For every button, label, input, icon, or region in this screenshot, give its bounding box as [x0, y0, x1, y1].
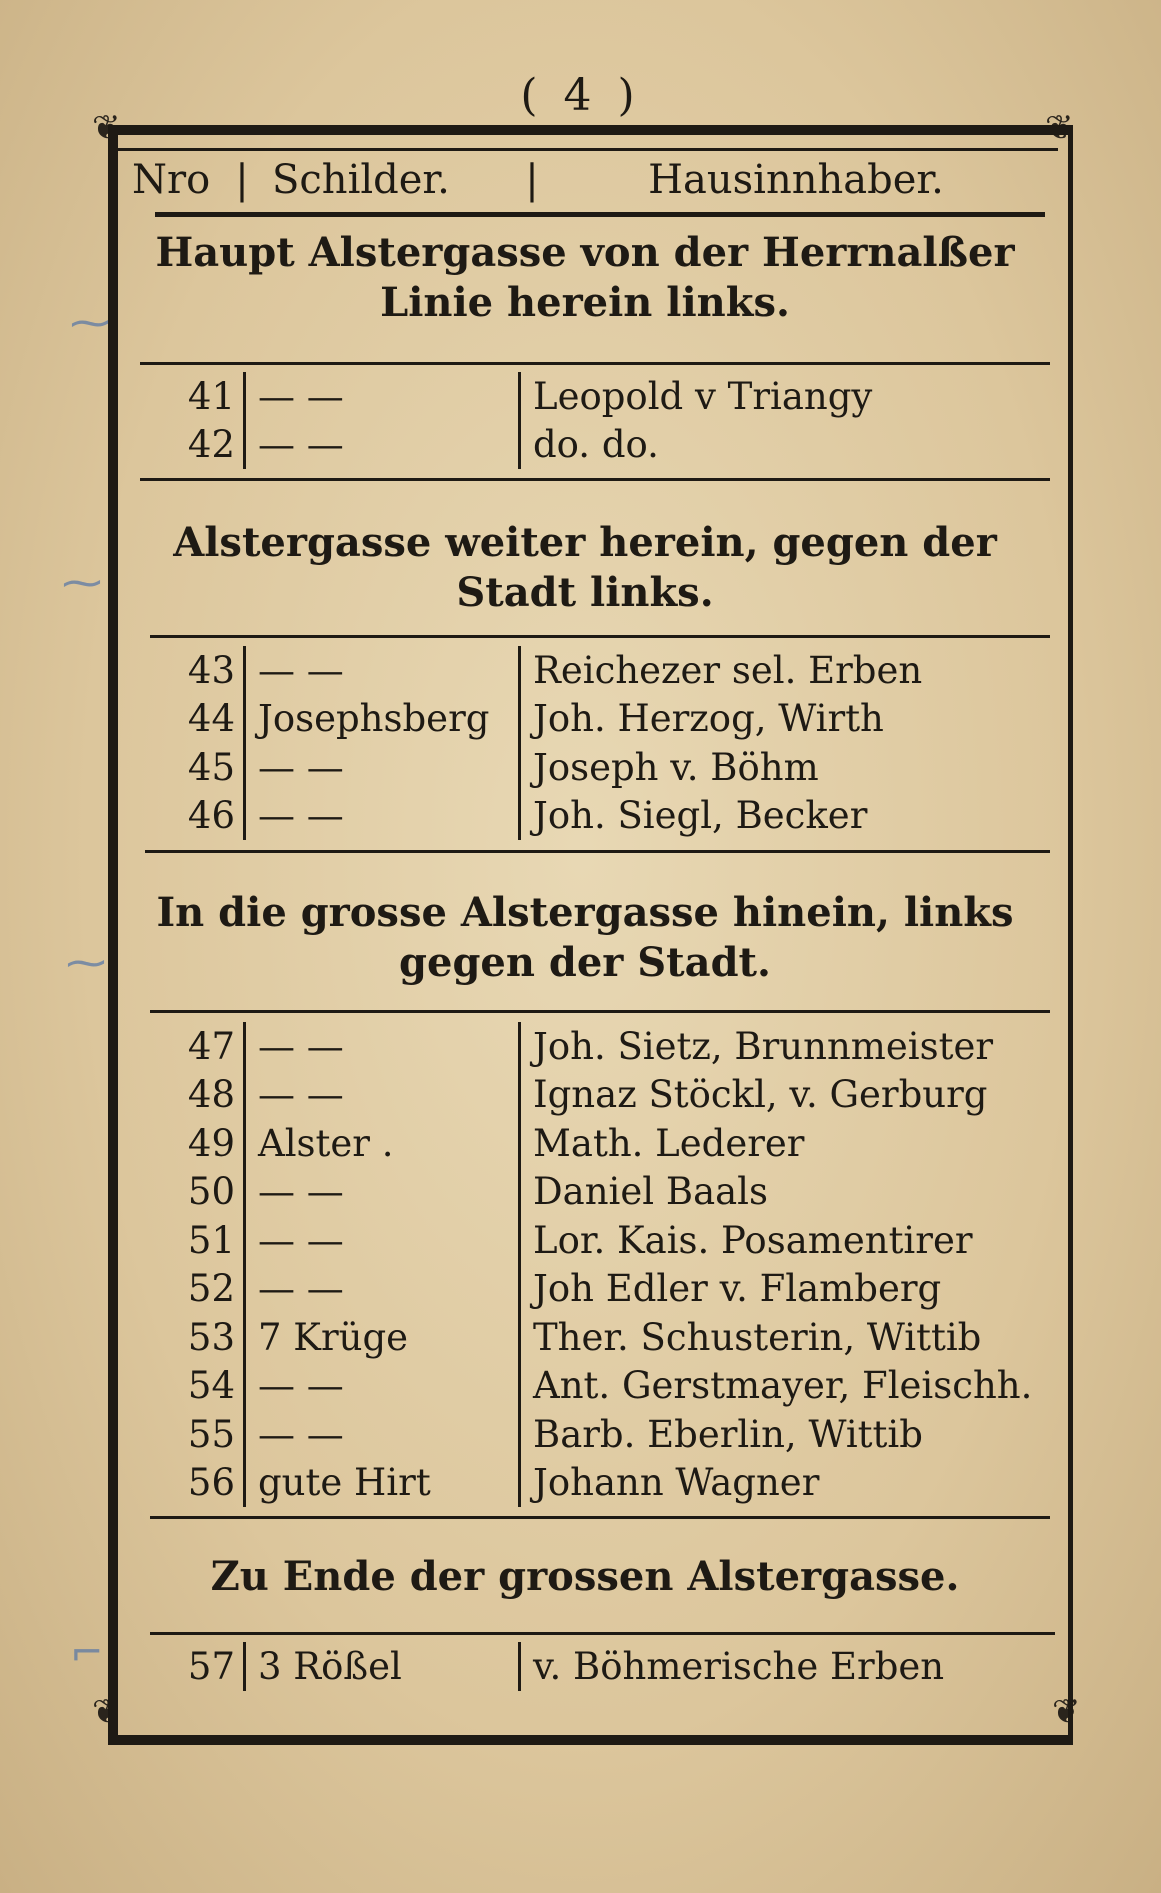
- pencil-mark-icon: ⁓: [62, 560, 102, 606]
- row-owner: v. Böhmerische Erben: [533, 1644, 945, 1688]
- section-rule: [140, 362, 1050, 365]
- table-row: [140, 695, 1060, 744]
- corner-ornament-icon: ❦: [92, 1692, 121, 1732]
- page-number: ( 4 ): [520, 70, 641, 121]
- row-owner: Joh. Herzog, Wirth: [533, 697, 884, 741]
- row-owner: do. do.: [533, 423, 659, 467]
- row-sign: — —: [246, 1216, 521, 1265]
- row-owner: Reichezer sel. Erben: [533, 648, 923, 692]
- row-number: 50: [140, 1168, 246, 1217]
- table-row: [140, 1168, 1060, 1217]
- row-number: 52: [140, 1265, 246, 1314]
- row-owner: Joh Edler v. Flamberg: [533, 1267, 942, 1311]
- header-rule: [155, 212, 1045, 217]
- table-header: [120, 150, 1050, 210]
- table-row: [140, 1459, 1060, 1508]
- section-rule: [150, 1632, 1055, 1635]
- section-title: Haupt Alstergasse von der Herrnalßer Linie herein links.: [155, 229, 1015, 326]
- table-row: [140, 1642, 1060, 1691]
- row-number: 47: [140, 1022, 246, 1071]
- section-title: In die grosse Alstergasse hinein, links gegen der Stadt.: [156, 889, 1014, 986]
- row-owner: Ant. Gerstmayer, Fleischh.: [533, 1364, 1033, 1408]
- row-number: 48: [140, 1071, 246, 1120]
- header-divider: |: [525, 157, 539, 203]
- row-number: 53: [140, 1313, 246, 1362]
- row-sign: — —: [246, 1410, 521, 1459]
- row-owner: Joseph v. Böhm: [533, 745, 819, 789]
- section-rows: [140, 1022, 1060, 1507]
- pencil-mark-icon: ⌐: [70, 1630, 104, 1676]
- row-sign: — —: [246, 1362, 521, 1411]
- row-owner: Joh. Sietz, Brunnmeister: [533, 1024, 994, 1068]
- corner-ornament-icon: ❦: [1045, 108, 1074, 148]
- row-sign: — —: [246, 1071, 521, 1120]
- row-sign: 3 Rößel: [246, 1642, 521, 1691]
- table-row: [140, 646, 1060, 695]
- table-row: [140, 1119, 1060, 1168]
- section-rule: [145, 850, 1050, 853]
- row-number: 43: [140, 646, 246, 695]
- row-number: 44: [140, 695, 246, 744]
- section-title: Zu Ende der grossen Alstergasse.: [210, 1553, 960, 1600]
- table-row: [140, 1022, 1060, 1071]
- row-owner: Daniel Baals: [533, 1170, 769, 1214]
- section-rule: [150, 1010, 1050, 1013]
- section-rows: [140, 1642, 1060, 1691]
- table-row: [140, 1313, 1060, 1362]
- table-row: [140, 1362, 1060, 1411]
- row-number: 56: [140, 1459, 246, 1508]
- row-number: 45: [140, 743, 246, 792]
- row-sign: — —: [246, 646, 521, 695]
- section-title: Alstergasse weiter herein, gegen der Stadt links.: [173, 519, 997, 616]
- table-row: [140, 1265, 1060, 1314]
- section-rows: [140, 372, 1060, 469]
- row-number: 57: [140, 1642, 246, 1691]
- row-sign: gute Hirt: [246, 1459, 521, 1508]
- row-sign: — —: [246, 792, 521, 841]
- table-row: [140, 792, 1060, 841]
- table-row: [140, 372, 1060, 421]
- row-number: 54: [140, 1362, 246, 1411]
- row-owner: Math. Lederer: [533, 1121, 805, 1165]
- table-row: [140, 1071, 1060, 1120]
- section-rows: [140, 646, 1060, 840]
- section-rule: [140, 478, 1050, 481]
- row-sign: — —: [246, 372, 521, 421]
- section-rule: [150, 1516, 1050, 1519]
- row-owner: Lor. Kais. Posamentirer: [533, 1218, 973, 1262]
- header-nr: Nro: [132, 157, 211, 203]
- row-sign: — —: [246, 1022, 521, 1071]
- header-divider: |: [235, 157, 249, 203]
- row-owner: Johann Wagner: [533, 1461, 820, 1505]
- row-number: 42: [140, 421, 246, 470]
- section-rule: [150, 635, 1050, 638]
- table-row: [140, 421, 1060, 470]
- row-number: 46: [140, 792, 246, 841]
- pencil-mark-icon: ⁓: [66, 940, 106, 986]
- row-number: 41: [140, 372, 246, 421]
- header-schilder: Schilder.: [272, 157, 450, 203]
- row-sign: — —: [246, 1265, 521, 1314]
- row-number: 51: [140, 1216, 246, 1265]
- row-owner: Joh. Siegl, Becker: [533, 794, 868, 838]
- row-sign: — —: [246, 1168, 521, 1217]
- row-sign: 7 Krüge: [246, 1313, 521, 1362]
- table-row: [140, 1410, 1060, 1459]
- pencil-mark-icon: ⁓: [70, 300, 110, 346]
- row-owner: Barb. Eberlin, Wittib: [533, 1412, 923, 1456]
- row-sign: Josephsberg: [246, 695, 521, 744]
- row-sign: — —: [246, 421, 521, 470]
- row-number: 49: [140, 1119, 246, 1168]
- corner-ornament-icon: ❦: [92, 108, 121, 148]
- table-row: [140, 1216, 1060, 1265]
- row-owner: Ignaz Stöckl, v. Gerburg: [533, 1073, 988, 1117]
- table-row: [140, 743, 1060, 792]
- corner-ornament-icon: ❦: [1052, 1692, 1081, 1732]
- row-sign: — —: [246, 743, 521, 792]
- header-hausinnhaber: Hausinnhaber.: [648, 157, 944, 203]
- row-owner: Leopold v Triangy: [533, 374, 873, 418]
- row-number: 55: [140, 1410, 246, 1459]
- row-owner: Ther. Schusterin, Wittib: [533, 1315, 982, 1359]
- row-sign: Alster .: [246, 1119, 521, 1168]
